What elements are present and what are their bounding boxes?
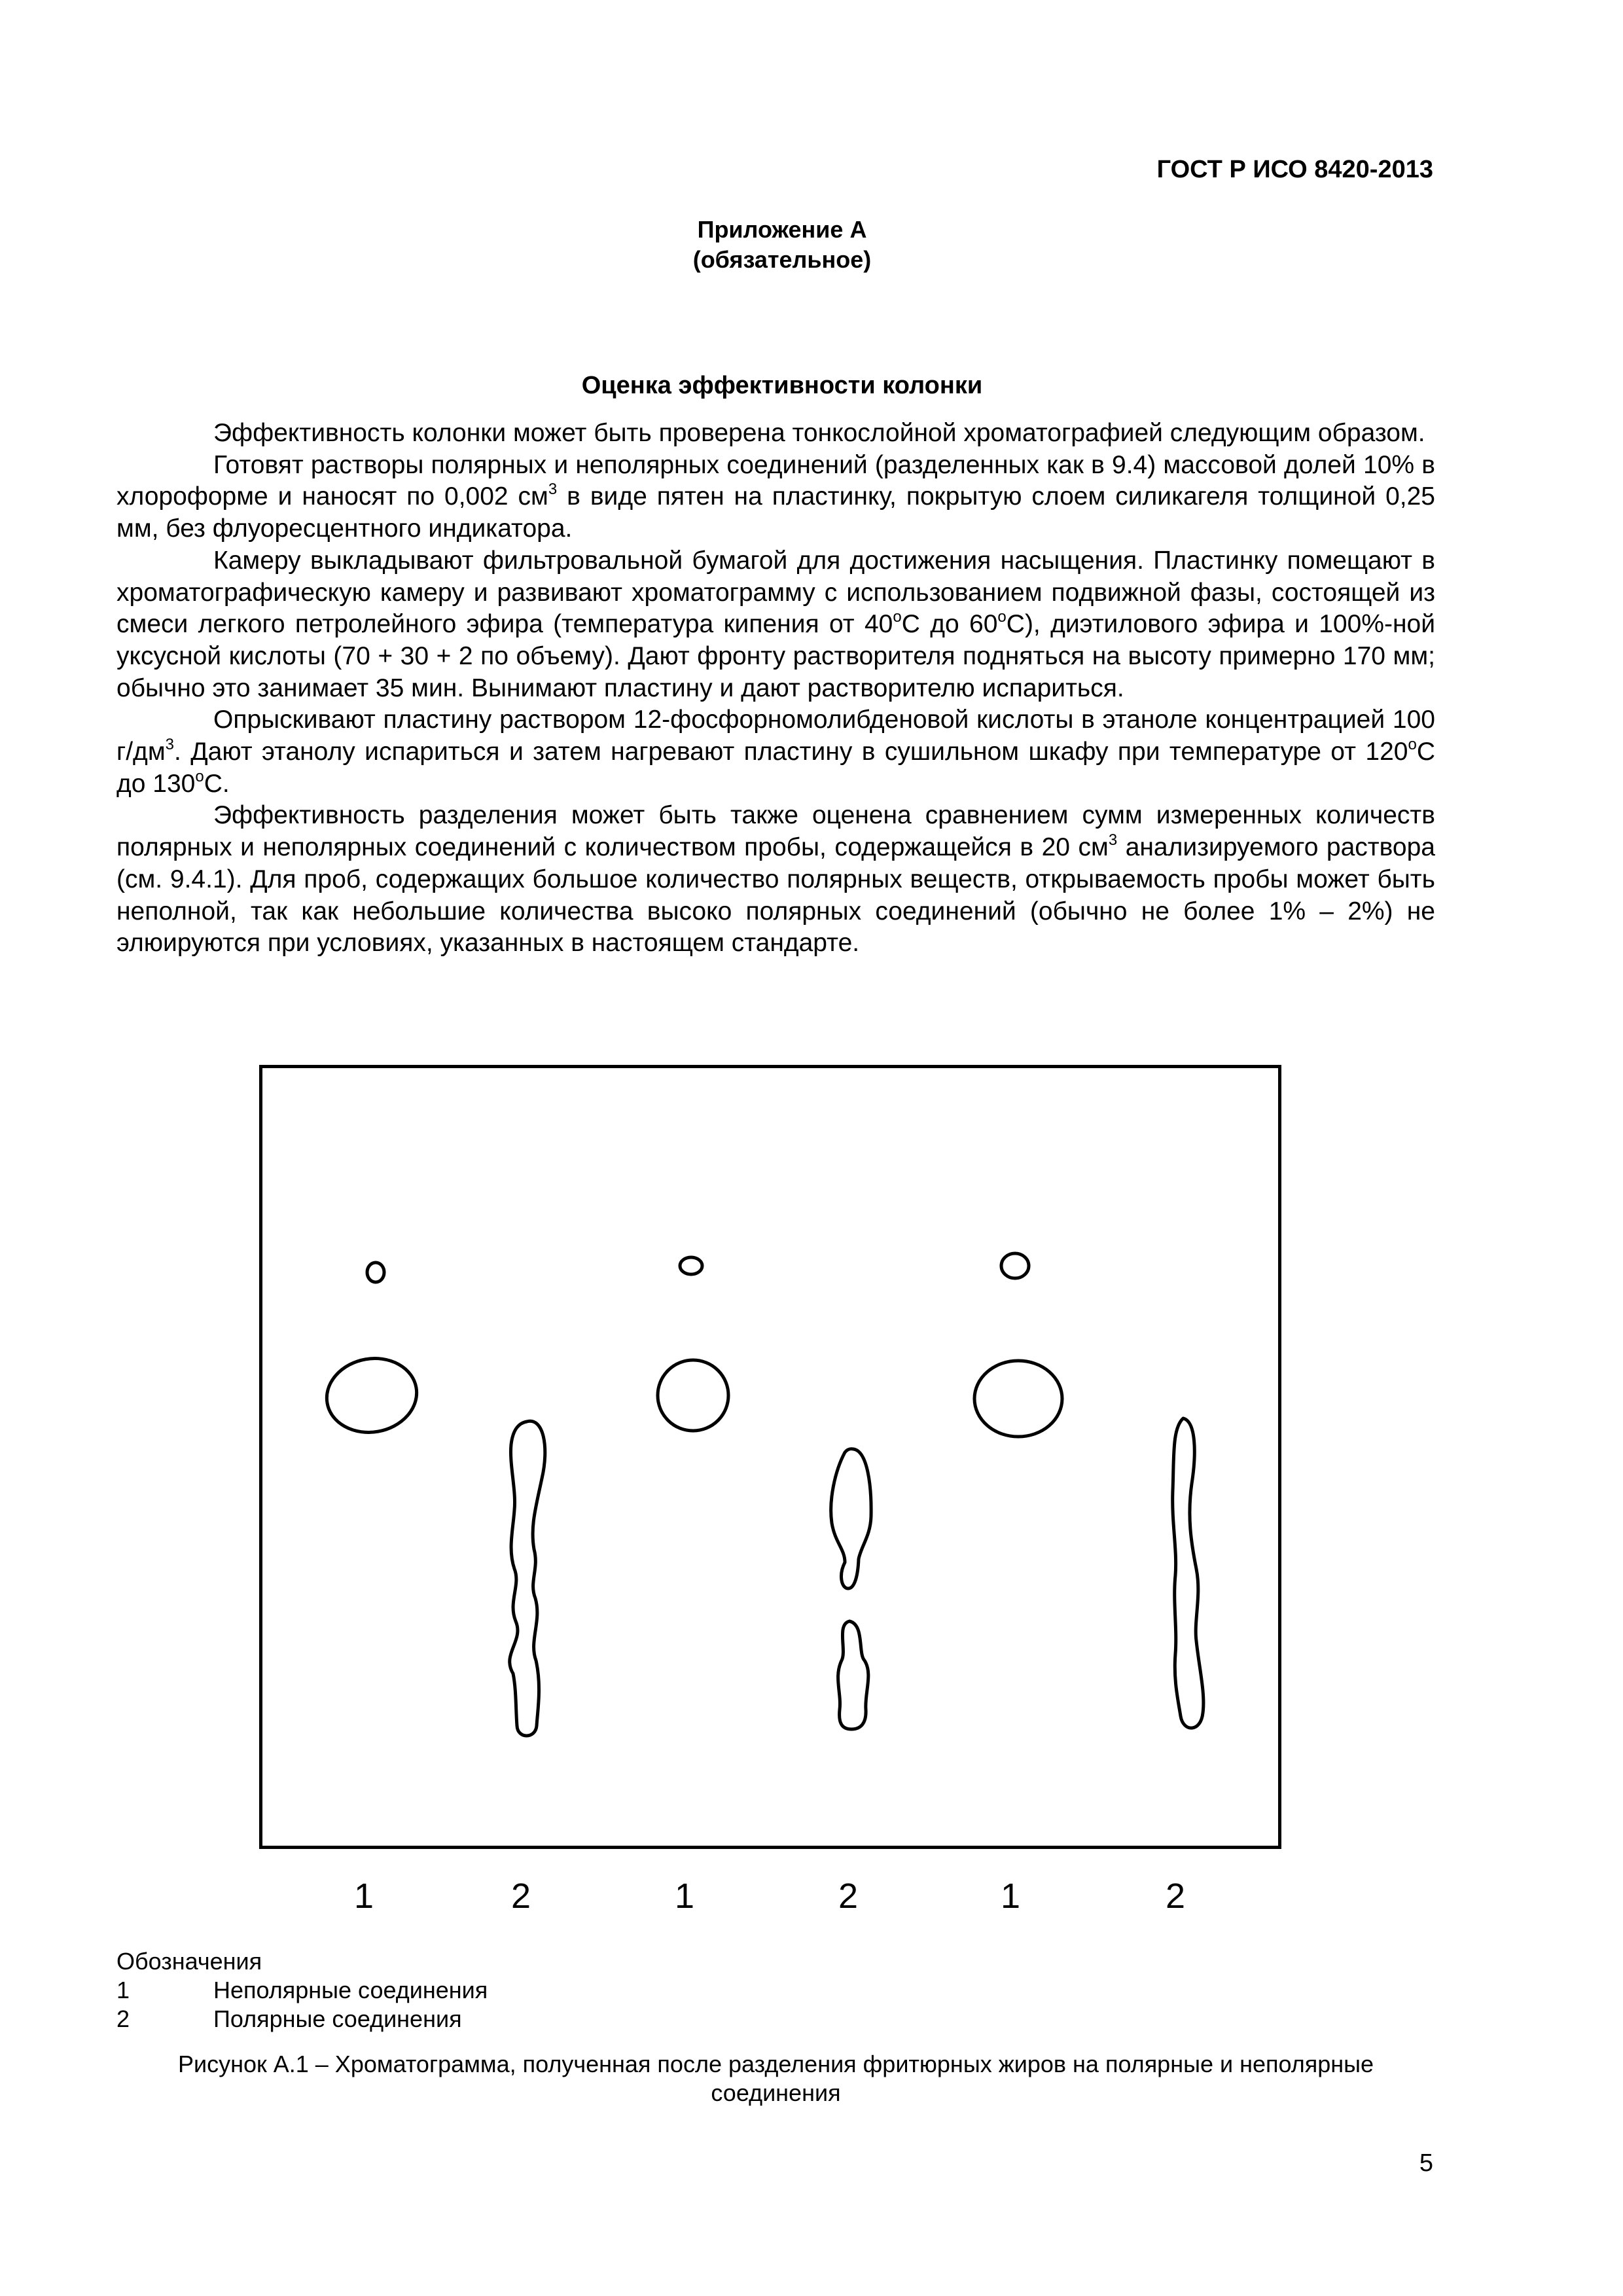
- front-spot: [367, 1263, 384, 1282]
- paragraph-5-text-b: анализируемого раствора (см. 9.4.1). Для проб, содержащих большое количество полярных веществ, открываемость пробы может быть неполной, так как небольшие количества высоко полярных соединений (обычно не более 1% – 2%) не элюируются при условиях, указанных в настоящем стандарте.: [116, 833, 1435, 958]
- paragraph-4-text-a: Опрыскивают пластину раствором 12-фосфорномолибденовой кислоты в этаноле концентрацией 100 г/дм: [116, 706, 1435, 766]
- superscript: 3: [548, 480, 558, 499]
- paragraph-3-text-b: С до 60: [901, 610, 998, 639]
- superscript: о: [893, 608, 902, 626]
- paragraph-1: [116, 418, 1435, 450]
- front-spot: [680, 1257, 702, 1274]
- paragraph-2-text-a: Готовят растворы полярных и неполярных соединений (разделенных как в 9.4) массовой долей 10% в хлороформе и наносят по 0,002 см: [116, 450, 1435, 511]
- lane-label: 2: [1165, 1876, 1186, 1916]
- legend-text: Неполярные соединения: [213, 1977, 488, 2003]
- superscript: 3: [1108, 831, 1118, 850]
- polar-streak-lower: [838, 1621, 868, 1729]
- paragraph-2: [116, 450, 1435, 545]
- nonpolar-spot: [974, 1361, 1062, 1437]
- nonpolar-spot: [658, 1360, 728, 1431]
- legend-number: 1: [116, 1977, 130, 2003]
- chromatogram-figure: [259, 1065, 1281, 1849]
- paragraph-2-text-b: в виде пятен на пластинку, покрытую слоем силикагеля толщиной 0,25 мм, без флуоресцентного индикатора.: [116, 482, 1435, 543]
- paragraph-3: [116, 545, 1435, 705]
- polar-streak: [510, 1421, 545, 1736]
- superscript: 3: [165, 736, 174, 754]
- superscript: о: [1408, 736, 1417, 754]
- superscript: о: [195, 767, 204, 785]
- body-text: [116, 418, 1435, 960]
- polar-streak-upper: [831, 1449, 871, 1588]
- section-title: Оценка эффективности колонки: [581, 372, 983, 399]
- nonpolar-spot: [321, 1352, 422, 1439]
- appendix-label: Приложение А: [697, 216, 867, 243]
- paragraph-4-text-d: С.: [204, 769, 230, 798]
- lane-label: 1: [353, 1876, 374, 1916]
- paragraph-1-text: Эффективность колонки может быть проверена тонкослойной хроматографией следующим образом.: [213, 419, 1425, 447]
- paragraph-3-text-c: С), диэтилового эфира и 100%-ной уксусной кислоты (70 + 30 + 2 по объему). Дают фронту растворителя подняться на высоту примерно 170 мм; обычно это занимает 35 мин. Вынимают пластину и дают растворителю испариться.: [116, 610, 1435, 702]
- appendix-status: (обязательное): [692, 246, 872, 273]
- paragraph-4-text-b: . Дают этанолу испариться и затем нагревают пластину в сушильном шкафу при температуре от 120: [174, 738, 1408, 766]
- lane-label: 1: [674, 1876, 695, 1916]
- front-spot: [1001, 1253, 1029, 1278]
- lane-label: 1: [1000, 1876, 1021, 1916]
- paragraph-3-text-a: Камеру выкладывают фильтровальной бумагой для достижения насыщения. Пластинку помещают в хроматографическую камеру и развивают хроматограмму с использованием подвижной фазы, состоящей из смеси легкого петролейного эфира (температура кипения от 40: [116, 546, 1435, 639]
- page-number: 5: [1419, 2149, 1433, 2177]
- legend-title: Обозначения: [116, 1948, 262, 1975]
- legend-number: 2: [116, 2005, 130, 2032]
- paragraph-4: [116, 704, 1435, 800]
- polar-streak: [1173, 1418, 1204, 1728]
- lane-label: 2: [510, 1876, 531, 1916]
- figure-caption: Рисунок А.1 – Хроматограмма, полученная после разделения фритюрных жиров на полярные и неполярные соединения: [177, 2051, 1374, 2106]
- paragraph-5-text-a: Эффективность разделения может быть также оценена сравнением сумм измеренных количеств полярных и неполярных соединений с количеством пробы, содержащейся в 20 см: [116, 801, 1435, 862]
- lane-label: 2: [838, 1876, 859, 1916]
- document-number: ГОСТ Р ИСО 8420-2013: [1156, 156, 1433, 183]
- legend-text: Полярные соединения: [213, 2005, 462, 2032]
- paragraph-4-text-c: С до 130: [116, 738, 1435, 798]
- paragraph-5: [116, 800, 1435, 960]
- superscript: о: [997, 608, 1007, 626]
